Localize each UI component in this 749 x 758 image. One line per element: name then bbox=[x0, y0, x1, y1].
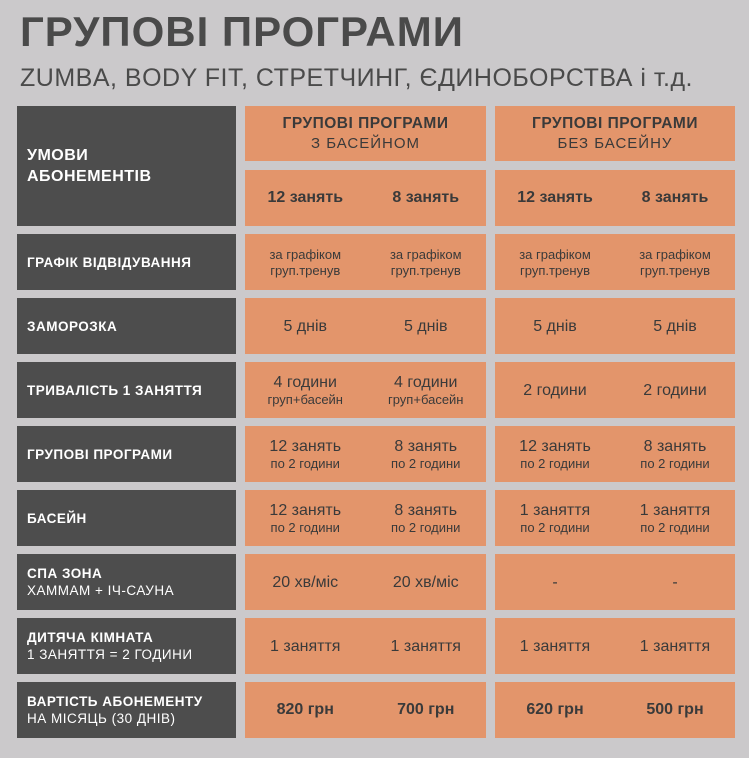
count-cell: 8 занять bbox=[641, 189, 709, 206]
row-label-cell bbox=[17, 362, 236, 418]
header-col-with-pool bbox=[245, 106, 486, 161]
cell-subvalue: груп.тренув bbox=[640, 262, 710, 278]
price-sublabel: НА МІСЯЦЬ (30 ДНІВ) bbox=[27, 711, 176, 726]
row-label: ДИТЯЧА КІМНАТА bbox=[27, 630, 154, 645]
row-block bbox=[245, 618, 486, 674]
cell-value: 8 занять bbox=[394, 501, 458, 519]
table-cell bbox=[615, 618, 735, 674]
row-label-cell bbox=[17, 234, 236, 290]
table-cell bbox=[245, 362, 366, 418]
table-cell bbox=[495, 618, 615, 674]
cell-subvalue: груп+басейн bbox=[387, 391, 464, 407]
row-block bbox=[245, 426, 486, 482]
cell-value: - bbox=[672, 573, 678, 591]
cell-subvalue: по 2 години bbox=[391, 519, 461, 535]
cell-value: за графіком bbox=[519, 246, 591, 262]
table-cell bbox=[366, 362, 487, 418]
cell-value: за графіком bbox=[269, 246, 342, 262]
table-cell bbox=[495, 234, 615, 290]
table-cell bbox=[495, 426, 615, 482]
row-label-cell bbox=[17, 298, 236, 354]
cell-value: 4 години bbox=[394, 373, 458, 391]
header-col1-line1: ГРУПОВІ ПРОГРАМИ bbox=[282, 114, 449, 132]
cell-value: 2 години bbox=[643, 381, 707, 399]
header-col-without-pool bbox=[495, 106, 735, 161]
row-block bbox=[495, 234, 735, 290]
cell-value: 4 години bbox=[273, 373, 337, 391]
price-cell: 620 грн bbox=[526, 701, 584, 718]
row-label-cell bbox=[17, 618, 236, 674]
price-block-2 bbox=[495, 682, 735, 738]
row-label: ГРАФІК ВІДВІДУВАННЯ bbox=[27, 254, 192, 270]
cell-subvalue: по 2 години bbox=[520, 455, 590, 471]
page-title: ГРУПОВІ ПРОГРАМИ bbox=[20, 8, 464, 55]
table-cell bbox=[366, 426, 487, 482]
table-cell bbox=[366, 554, 487, 610]
cell-value: 12 занять bbox=[269, 437, 342, 455]
cell-value: - bbox=[552, 573, 558, 591]
price-cell: 500 грн bbox=[646, 701, 704, 718]
count-cell: 8 занять bbox=[392, 189, 460, 206]
cell-value: 8 занять bbox=[394, 437, 458, 455]
table-cell bbox=[245, 426, 366, 482]
row-label: ТРИВАЛІСТЬ 1 ЗАНЯТТЯ bbox=[27, 382, 203, 398]
table-cell bbox=[245, 298, 366, 354]
price-label: ВАРТІСТЬ АБОНЕМЕНТУ bbox=[27, 694, 203, 709]
row-label-cell bbox=[17, 490, 236, 546]
cell-value: за графіком bbox=[389, 246, 462, 262]
cell-value: 1 заняття bbox=[270, 637, 341, 655]
count-cell: 12 занять bbox=[267, 189, 344, 206]
table-cell bbox=[495, 298, 615, 354]
cell-subvalue: груп.тренув bbox=[390, 262, 461, 278]
row-block bbox=[495, 554, 735, 610]
table-cell bbox=[615, 554, 735, 610]
cell-value: 5 днів bbox=[533, 317, 577, 335]
counts-block-2 bbox=[495, 170, 735, 226]
row-block bbox=[495, 426, 735, 482]
row-label: БАСЕЙН bbox=[27, 510, 87, 526]
cell-value: 5 днів bbox=[283, 317, 328, 335]
row-block bbox=[245, 490, 486, 546]
header-col1-line2: З БАСЕЙНОМ bbox=[310, 134, 421, 152]
table-cell bbox=[366, 490, 487, 546]
row-label-cell bbox=[17, 426, 236, 482]
cell-value: за графіком bbox=[639, 246, 711, 262]
cell-subvalue: груп+басейн bbox=[267, 391, 343, 407]
table-cell bbox=[366, 234, 487, 290]
table-cell bbox=[495, 554, 615, 610]
table-cell bbox=[495, 490, 615, 546]
table-cell bbox=[366, 298, 487, 354]
table-cell bbox=[495, 362, 615, 418]
table-cell bbox=[245, 490, 366, 546]
cell-value: 8 занять bbox=[643, 437, 707, 455]
cell-value: 1 заняття bbox=[519, 501, 591, 519]
table-cell bbox=[615, 234, 735, 290]
row-block bbox=[495, 362, 735, 418]
cell-value: 12 занять bbox=[269, 501, 342, 519]
cell-subvalue: по 2 години bbox=[520, 519, 590, 535]
row-block bbox=[245, 554, 486, 610]
table-cell bbox=[615, 490, 735, 546]
cell-subvalue: груп.тренув bbox=[520, 262, 590, 278]
cell-value: 5 днів bbox=[653, 317, 697, 335]
row-block bbox=[245, 234, 486, 290]
cell-value: 1 заняття bbox=[639, 501, 711, 519]
price-cell: 700 грн bbox=[397, 701, 455, 718]
row-label: ГРУПОВІ ПРОГРАМИ bbox=[27, 446, 173, 462]
header-label-cell bbox=[17, 106, 236, 226]
header-col2-line1: ГРУПОВІ ПРОГРАМИ bbox=[532, 114, 698, 132]
header-label: УМОВИ АБОНЕМЕНТІВ bbox=[27, 147, 152, 185]
row-block bbox=[495, 490, 735, 546]
cell-value: 1 заняття bbox=[639, 637, 711, 655]
header-col2-line2: БЕЗ БАСЕЙНУ bbox=[557, 134, 673, 152]
table-cell bbox=[615, 362, 735, 418]
counts-block-1 bbox=[245, 170, 486, 226]
price-cell: 820 грн bbox=[276, 701, 334, 718]
cell-value: 12 занять bbox=[519, 437, 591, 455]
cell-subvalue: по 2 години bbox=[270, 519, 340, 535]
row-block bbox=[495, 298, 735, 354]
row-sublabel: ХАММАМ + ІЧ-САУНА bbox=[27, 583, 175, 598]
price-label-cell bbox=[17, 682, 236, 738]
table-cell bbox=[615, 298, 735, 354]
table-cell bbox=[615, 426, 735, 482]
price-block-1 bbox=[245, 682, 486, 738]
cell-subvalue: по 2 години bbox=[391, 455, 461, 471]
cell-value: 2 години bbox=[523, 381, 587, 399]
row-block bbox=[245, 362, 486, 418]
row-block bbox=[495, 618, 735, 674]
row-sublabel: 1 ЗАНЯТТЯ = 2 ГОДИНИ bbox=[27, 647, 193, 662]
page-subtitle: ZUMBA, BODY FIT, СТРЕТЧИНГ, ЄДИНОБОРСТВА і т.д. bbox=[20, 64, 693, 92]
cell-subvalue: по 2 години bbox=[640, 519, 710, 535]
row-label-cell bbox=[17, 554, 236, 610]
row-label: СПА ЗОНА bbox=[27, 566, 103, 581]
cell-value: 20 хв/міс bbox=[272, 573, 339, 591]
count-cell: 12 занять bbox=[517, 189, 593, 206]
table-cell bbox=[366, 618, 487, 674]
table-cell bbox=[245, 234, 366, 290]
cell-value: 1 заняття bbox=[519, 637, 591, 655]
cell-subvalue: груп.тренув bbox=[270, 262, 341, 278]
table-cell bbox=[245, 618, 366, 674]
row-block bbox=[245, 298, 486, 354]
table-cell bbox=[245, 554, 366, 610]
cell-subvalue: по 2 години bbox=[640, 455, 710, 471]
cell-subvalue: по 2 години bbox=[270, 455, 340, 471]
cell-value: 20 хв/міс bbox=[392, 573, 459, 591]
cell-value: 5 днів bbox=[403, 317, 448, 335]
row-label: ЗАМОРОЗКА bbox=[27, 318, 118, 334]
cell-value: 1 заняття bbox=[390, 637, 461, 655]
